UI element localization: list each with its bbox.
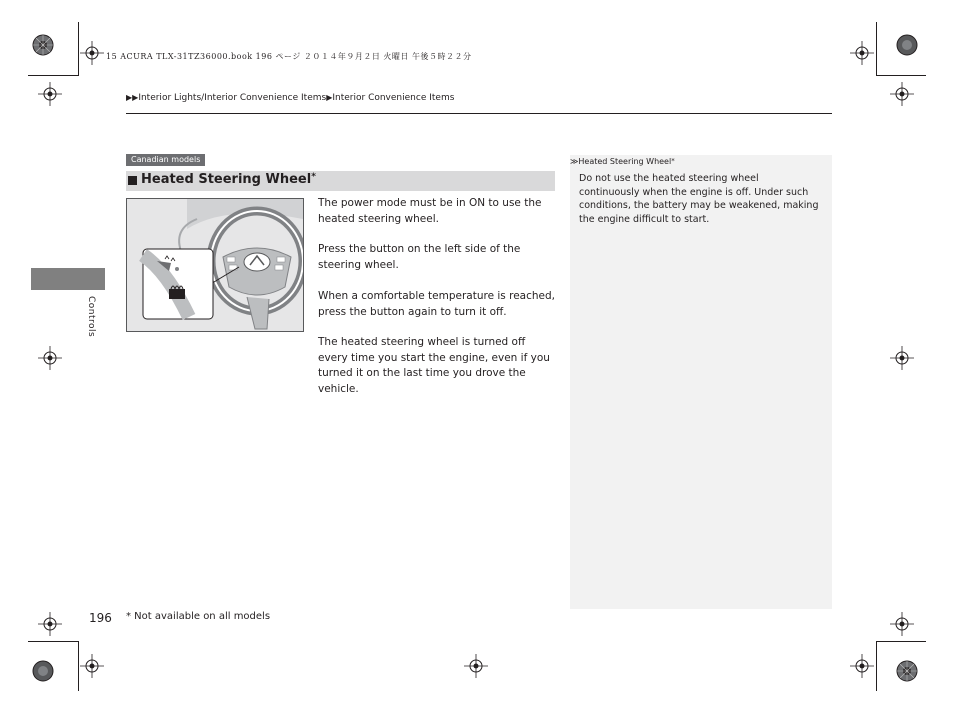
registration-rosette-icon <box>32 660 54 682</box>
crop-mark <box>78 22 79 76</box>
crop-mark <box>876 641 877 691</box>
cross-reference-icon: ≫ <box>570 157 579 166</box>
breadcrumb-item: Interior Lights/Interior Convenience Items <box>138 93 327 103</box>
note-title: ≫Heated Steering Wheel* <box>570 157 675 166</box>
registration-target-icon <box>890 346 914 370</box>
breadcrumb-arrow-icon: ▶ <box>326 93 333 102</box>
breadcrumb-item: Interior Convenience Items <box>332 93 455 103</box>
registration-rosette-icon <box>896 34 918 56</box>
header-divider <box>126 113 832 114</box>
registration-target-icon <box>850 41 874 65</box>
note-text: Do not use the heated steering wheel continuously when the engine is off. Under such conditions, the battery may be weakened, making the engine difficult to start. <box>579 173 819 225</box>
footnote: * Not available on all models <box>126 611 271 622</box>
registration-target-icon <box>80 654 104 678</box>
model-badge: Canadian models <box>126 154 205 166</box>
crop-mark <box>876 75 926 76</box>
print-header: 15 ACURA TLX-31TZ36000.book 196 ページ ２０１４年９月２日 火曜日 午後５時２２分 <box>106 52 472 61</box>
body-paragraph: The power mode must be in ON to use the heated steering wheel. <box>318 197 542 225</box>
crop-mark <box>876 22 877 76</box>
registration-target-icon <box>890 82 914 106</box>
crop-mark <box>876 641 926 642</box>
steering-wheel-illustration <box>126 198 304 332</box>
body-paragraph: When a comfortable temperature is reached, press the button again to turn it off. <box>318 290 555 318</box>
chapter-tab <box>31 268 105 290</box>
chapter-label: Controls <box>86 296 96 338</box>
crop-mark <box>28 75 78 76</box>
crop-mark <box>28 641 78 642</box>
breadcrumb-arrow-icon: ▶▶ <box>126 93 139 102</box>
body-paragraph: The heated steering wheel is turned off every time you start the engine, even if you turned it on the last time you drove the vehicle. <box>318 336 550 395</box>
page-number: 196 <box>89 611 112 625</box>
registration-target-icon <box>80 41 104 65</box>
registration-target-icon <box>890 612 914 636</box>
registration-target-icon <box>38 612 62 636</box>
body-paragraph: Press the button on the left side of the steering wheel. <box>318 243 521 271</box>
section-square-icon <box>128 176 137 185</box>
section-title: Heated Steering Wheel* <box>141 172 316 187</box>
breadcrumb <box>126 93 454 103</box>
registration-target-icon <box>850 654 874 678</box>
registration-rosette-icon <box>896 660 918 682</box>
registration-target-icon <box>38 346 62 370</box>
footnote-star: * <box>671 157 675 165</box>
registration-target-icon <box>464 654 488 678</box>
crop-mark <box>78 641 79 691</box>
side-note <box>570 155 832 609</box>
section-header <box>126 171 555 191</box>
footnote-star: * <box>311 172 316 182</box>
steering-wheel-drawing-icon <box>127 199 303 331</box>
registration-rosette-icon <box>32 34 54 56</box>
registration-target-icon <box>38 82 62 106</box>
